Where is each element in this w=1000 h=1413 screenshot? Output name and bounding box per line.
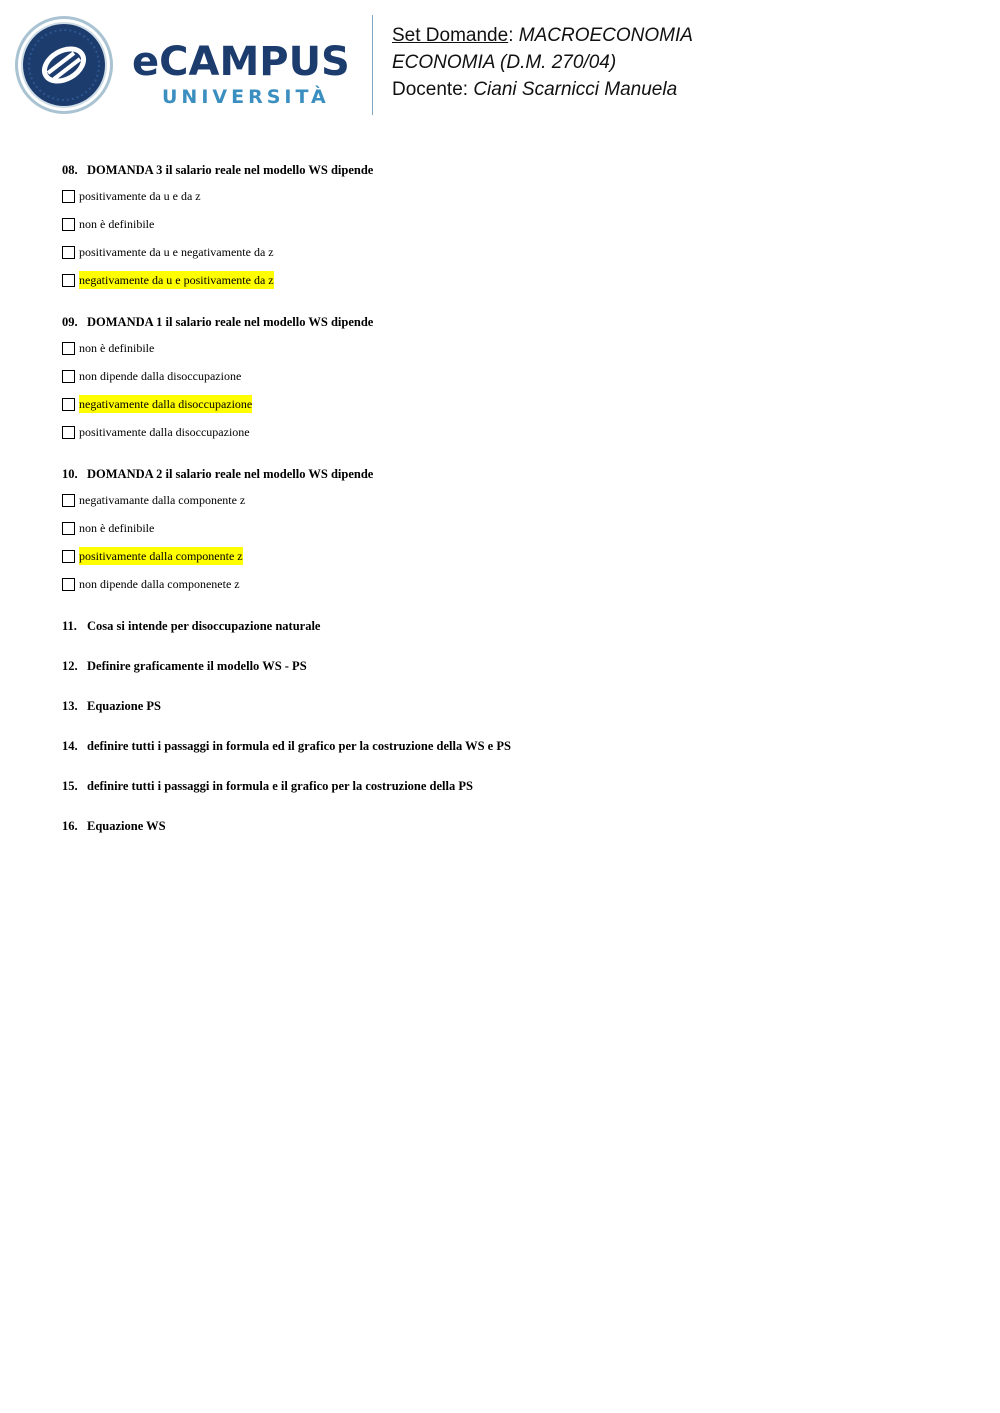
answer-option[interactable] bbox=[62, 339, 962, 367]
answer-text: non è definibile bbox=[79, 341, 155, 355]
answer-checkbox[interactable] bbox=[62, 550, 75, 563]
answer-checkbox[interactable] bbox=[62, 426, 75, 439]
question-number: 13. bbox=[62, 699, 78, 713]
answer-text-highlighted: negativamente da u e positivamente da z bbox=[79, 273, 274, 287]
question-title bbox=[62, 160, 962, 180]
question-item bbox=[62, 312, 962, 464]
question-number: 08. bbox=[62, 163, 78, 177]
question-title bbox=[62, 696, 962, 716]
answer-option[interactable] bbox=[62, 187, 962, 215]
question-text: definire tutti i passaggi in formula e il grafico per la costruzione della PS bbox=[87, 779, 473, 793]
question-title bbox=[62, 616, 962, 636]
question-text: Equazione PS bbox=[87, 699, 161, 713]
answer-option[interactable] bbox=[62, 575, 962, 603]
answer-option[interactable] bbox=[62, 215, 962, 243]
answer-checkbox[interactable] bbox=[62, 522, 75, 535]
answer-checkbox[interactable] bbox=[62, 370, 75, 383]
answer-options bbox=[62, 339, 962, 451]
question-title bbox=[62, 312, 962, 332]
answer-text: positivamente da u e da z bbox=[79, 189, 201, 203]
question-number: 10. bbox=[62, 467, 78, 481]
question-title bbox=[62, 816, 962, 836]
answer-text: non è definibile bbox=[79, 521, 155, 535]
answer-checkbox[interactable] bbox=[62, 274, 75, 287]
question-item bbox=[62, 736, 962, 776]
question-text: Equazione WS bbox=[87, 819, 166, 833]
answer-checkbox[interactable] bbox=[62, 342, 75, 355]
answer-options bbox=[62, 187, 962, 299]
question-item bbox=[62, 776, 962, 816]
header-info bbox=[392, 22, 693, 103]
answer-option[interactable] bbox=[62, 519, 962, 547]
questions-list bbox=[62, 160, 962, 856]
question-item bbox=[62, 816, 962, 856]
answer-option[interactable] bbox=[62, 547, 962, 575]
question-number: 15. bbox=[62, 779, 78, 793]
question-item bbox=[62, 696, 962, 736]
question-number: 16. bbox=[62, 819, 78, 833]
answer-checkbox[interactable] bbox=[62, 190, 75, 203]
header-line-set bbox=[392, 22, 693, 49]
question-text: Definire graficamente il modello WS - PS bbox=[87, 659, 307, 673]
ecampus-seal-logo bbox=[14, 15, 114, 115]
question-item bbox=[62, 160, 962, 312]
logo-word: eCAMPUS bbox=[132, 39, 350, 85]
header-line-docente bbox=[392, 76, 693, 103]
ecampus-wordmark bbox=[132, 40, 357, 112]
question-text: DOMANDA 1 il salario reale nel modello WS dipende bbox=[87, 315, 374, 329]
question-title bbox=[62, 464, 962, 484]
set-domande-label: Set Domande bbox=[392, 25, 509, 46]
question-item bbox=[62, 656, 962, 696]
answer-option[interactable] bbox=[62, 367, 962, 395]
question-spacer bbox=[62, 836, 962, 856]
question-title bbox=[62, 656, 962, 676]
question-spacer bbox=[62, 451, 962, 464]
course-name-line2: ECONOMIA (D.M. 270/04) bbox=[392, 52, 617, 73]
answer-checkbox[interactable] bbox=[62, 398, 75, 411]
answer-text: positivamente dalla disoccupazione bbox=[79, 425, 250, 439]
answer-options bbox=[62, 491, 962, 603]
question-spacer bbox=[62, 299, 962, 312]
docente-label: Docente: bbox=[392, 79, 474, 100]
answer-text: non è definibile bbox=[79, 217, 155, 231]
question-spacer bbox=[62, 636, 962, 656]
question-number: 14. bbox=[62, 739, 78, 753]
question-title bbox=[62, 776, 962, 796]
answer-text: positivamente da u e negativamente da z bbox=[79, 245, 274, 259]
page-header bbox=[0, 0, 1000, 130]
answer-option[interactable] bbox=[62, 395, 962, 423]
question-text: Cosa si intende per disoccupazione naturale bbox=[87, 619, 321, 633]
logo-subtitle: UNIVERSITÀ bbox=[162, 86, 330, 108]
question-spacer bbox=[62, 676, 962, 696]
set-separator: : bbox=[508, 25, 519, 46]
answer-text: non dipende dalla disoccupazione bbox=[79, 369, 242, 383]
course-name-line1: MACROECONOMIA bbox=[518, 25, 693, 46]
question-item bbox=[62, 616, 962, 656]
question-spacer bbox=[62, 756, 962, 776]
answer-text: negativamante dalla componente z bbox=[79, 493, 246, 507]
question-number: 11. bbox=[62, 619, 77, 633]
question-number: 09. bbox=[62, 315, 78, 329]
question-item bbox=[62, 464, 962, 616]
answer-option[interactable] bbox=[62, 491, 962, 519]
answer-text: non dipende dalla componenete z bbox=[79, 577, 240, 591]
question-text: definire tutti i passaggi in formula ed il grafico per la costruzione della WS e PS bbox=[87, 739, 511, 753]
docente-name: Ciani Scarnicci Manuela bbox=[473, 79, 678, 100]
answer-checkbox[interactable] bbox=[62, 246, 75, 259]
question-spacer bbox=[62, 603, 962, 616]
question-number: 12. bbox=[62, 659, 78, 673]
header-divider bbox=[372, 15, 373, 115]
question-title bbox=[62, 736, 962, 756]
answer-option[interactable] bbox=[62, 423, 962, 451]
answer-checkbox[interactable] bbox=[62, 218, 75, 231]
answer-text-highlighted: negativamente dalla disoccupazione bbox=[79, 397, 253, 411]
question-text: DOMANDA 2 il salario reale nel modello WS dipende bbox=[87, 467, 374, 481]
answer-text-highlighted: positivamente dalla componente z bbox=[79, 549, 243, 563]
question-spacer bbox=[62, 796, 962, 816]
answer-checkbox[interactable] bbox=[62, 494, 75, 507]
answer-option[interactable] bbox=[62, 271, 962, 299]
question-text: DOMANDA 3 il salario reale nel modello WS dipende bbox=[87, 163, 374, 177]
question-spacer bbox=[62, 716, 962, 736]
answer-option[interactable] bbox=[62, 243, 962, 271]
answer-checkbox[interactable] bbox=[62, 578, 75, 591]
